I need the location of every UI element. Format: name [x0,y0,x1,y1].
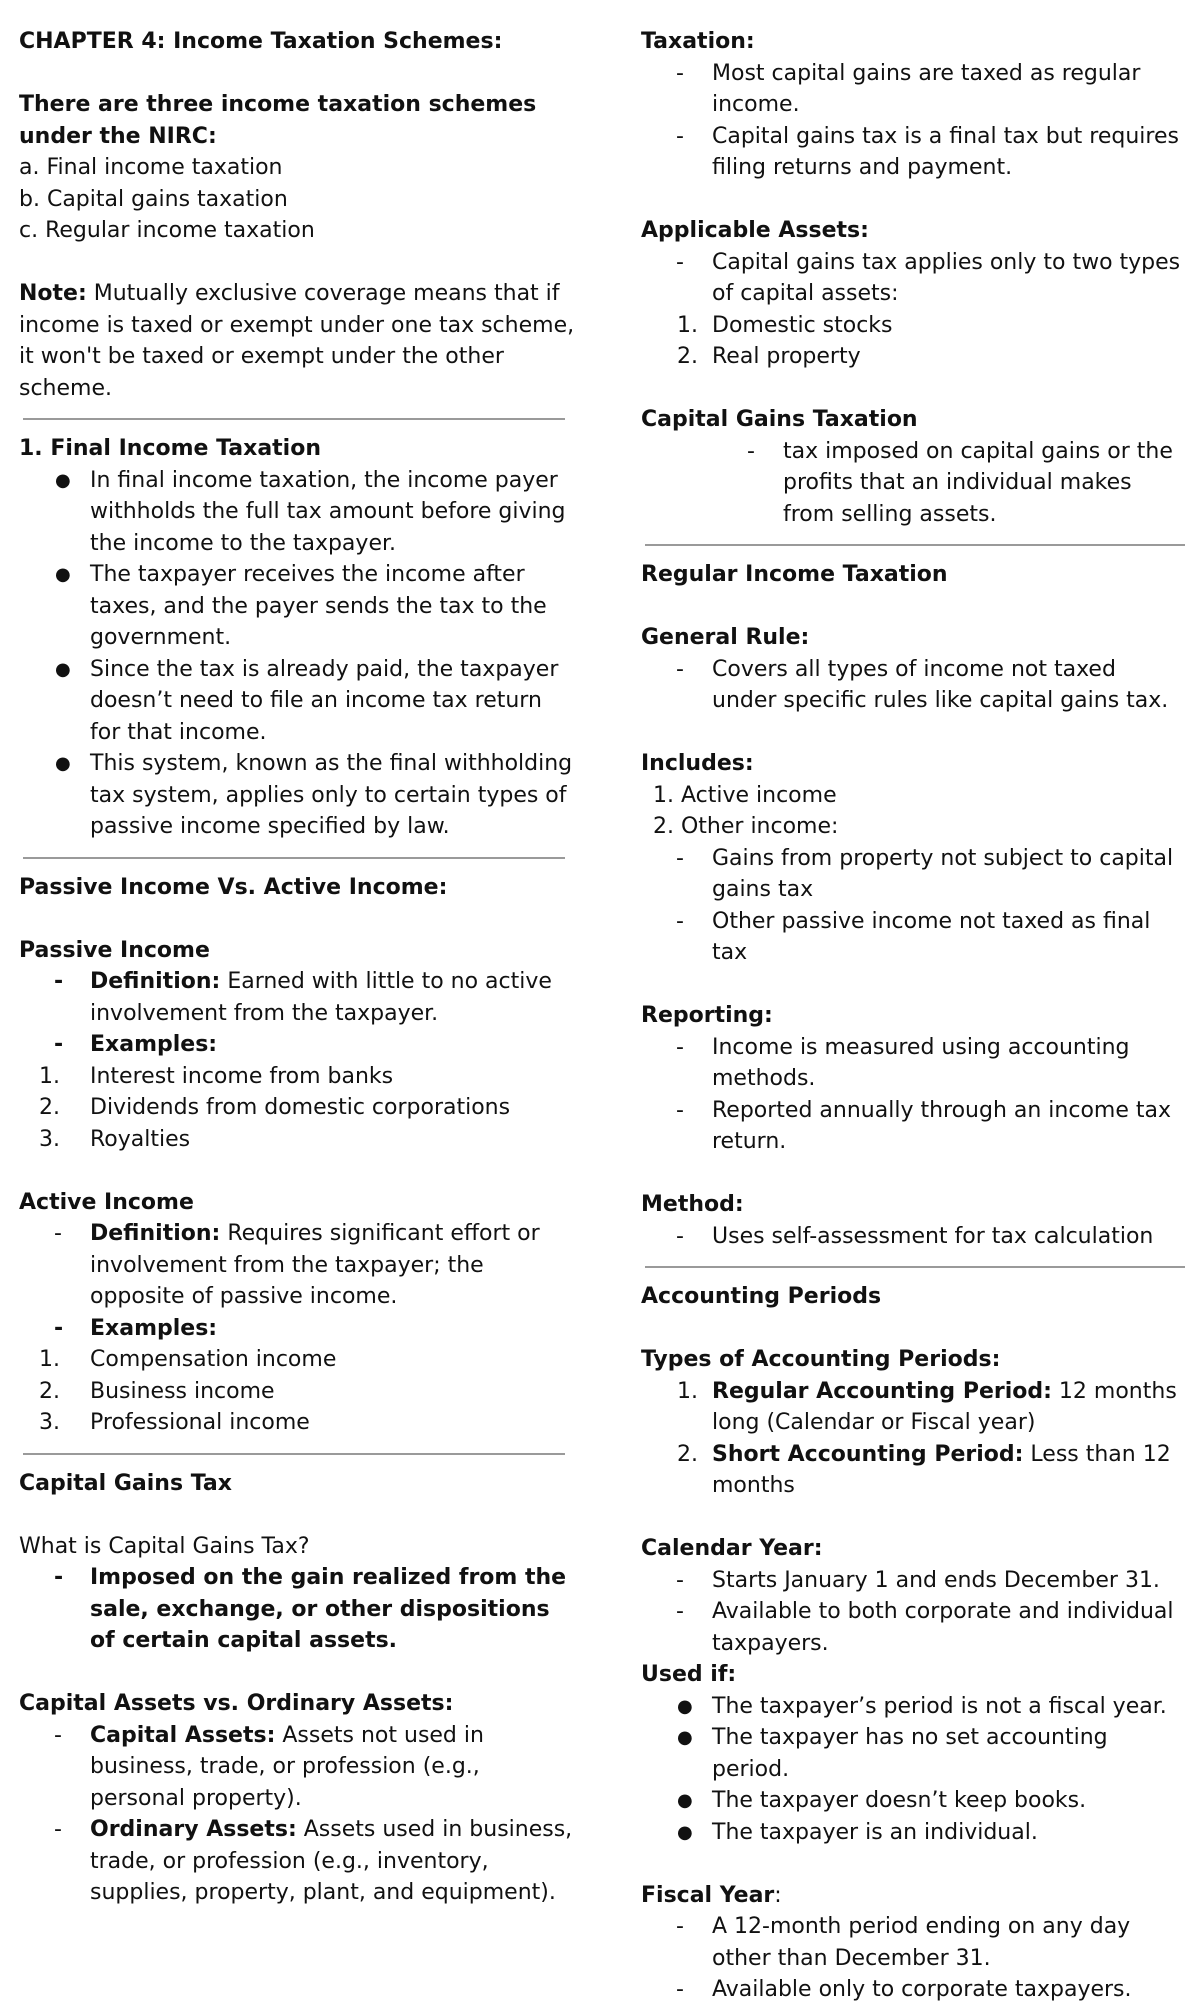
list-item: - Other passive income not taxed as final tax [641,906,1186,969]
list-item: - Available only to corporate taxpayers. [641,1974,1186,2006]
dash-icon: - [676,908,684,934]
dash-icon: - [54,1817,62,1842]
fiscal-year-heading: Fiscal Year: [641,1882,782,1908]
types-heading: Types of Accounting Periods: [641,1347,1001,1372]
list-item: ● The taxpayer is an individual. [641,1817,1186,1849]
list-item: 1. Compensation income [39,1347,337,1372]
list-item: 2. Real property [677,344,861,369]
list-item: 2. Business income [39,1378,275,1404]
capital-gains-taxation-heading: Capital Gains Taxation [641,407,918,432]
list-item: 3. Royalties [39,1126,191,1152]
dash-icon: - [54,969,64,994]
note-label: Note: [19,281,87,306]
list-item: ● The taxpayer has no set accounting period. [641,1722,1186,1785]
list-item: - Gains from property not subject to capital gains tax [641,843,1186,906]
regular-income-taxation-heading: Regular Income Taxation [641,562,948,587]
bullet-icon: ● [55,564,71,585]
dash-icon: - [676,1567,684,1593]
list-item: - tax imposed on capital gains or the profits that an individual makes from selling assets. [641,436,1186,531]
bullet-icon: ● [677,1695,693,1717]
final-income-heading: 1. Final Income Taxation [19,436,321,461]
left-column [19,26,579,1909]
dash-icon: - [676,1097,684,1123]
dash-icon: - [676,656,684,682]
note-paragraph [19,278,579,404]
bullet-icon: ● [55,469,71,491]
list-item: - Starts January 1 and ends December 31. [641,1565,1186,1597]
general-rule-heading: General Rule: [641,625,810,650]
divider [23,857,565,859]
bullet-icon: ● [55,753,71,774]
applicable-assets-heading: Applicable Assets: [641,218,869,243]
assets-heading: Capital Assets vs. Ordinary Assets: [19,1691,454,1716]
dash-icon: - [676,1599,684,1624]
bullet-icon: ● [677,1790,693,1811]
list-item: - A 12-month period ending on any day other than December 31. [641,1911,1186,1974]
scheme-item: c. Regular income taxation [19,218,315,243]
dash-icon: - [676,1914,684,1939]
active-income-heading: Active Income [19,1189,194,1215]
dash-icon: - [676,1223,684,1249]
list-item: - Capital gains tax is a final tax but requires filing returns and payment. [641,121,1186,184]
list-item: - Capital Assets: Assets not used in business, trade, or profession (e.g., personal property). [19,1720,579,1815]
dash-icon: - [54,1722,62,1748]
dash-icon: - [676,845,684,871]
list-item: ● In final income taxation, the income payer withholds the full tax amount before giving the income to the taxpayer. [19,465,579,560]
capital-gains-tax-heading: Capital Gains Tax [19,1470,232,1496]
dash-icon: - [676,60,684,86]
list-item: ● The taxpayer doesn’t keep books. [641,1785,1186,1817]
list-item: - Income is measured using accounting methods. [641,1032,1186,1095]
list-item: - Most capital gains are taxed as regular income. [641,58,1186,121]
note-text: Mutually exclusive coverage means that if income is taxed or exempt under one tax scheme, it won't be taxed or exempt under the other scheme. [19,281,575,401]
list-item: - Definition: Earned with little to no active involvement from the taxpayer. [19,966,579,1029]
divider [645,544,1185,546]
scheme-item: b. Capital gains taxation [19,186,288,212]
list-item: - Covers all types of income not taxed under specific rules like capital gains tax. [641,654,1186,717]
list-item: 1. Regular Accounting Period: 12 months long (Calendar or Fiscal year) [677,1378,1177,1435]
passive-vs-active-heading: Passive Income Vs. Active Income: [19,874,448,900]
list-item: - Ordinary Assets: Assets used in business, trade, or profession (e.g., inventory, supplies, property, plant, and equipment). [19,1814,579,1909]
dash-icon: - [676,249,684,275]
calendar-year-heading: Calendar Year: [641,1536,823,1561]
list-item: - Uses self-assessment for tax calculation [641,1221,1186,1253]
method-heading: Method: [641,1192,744,1217]
list-item: 2. Other income: [653,814,839,839]
list-item: 2. Short Accounting Period: Less than 12 months [677,1441,1171,1498]
divider [645,1266,1185,1268]
dash-icon: - [54,1032,64,1057]
divider [23,1453,565,1455]
bullet-icon: ● [677,1821,693,1843]
reporting-heading: Reporting: [641,1003,773,1028]
list-item: - Examples: [19,1313,579,1345]
list-item: - Available to both corporate and individual taxpayers. [641,1596,1186,1659]
right-column [641,26,1186,2006]
dash-icon: - [747,438,755,464]
includes-heading: Includes: [641,751,754,776]
taxation-heading: Taxation: [641,29,755,54]
list-item: - Reported annually through an income tax return. [641,1095,1186,1158]
list-item: ● The taxpayer’s period is not a fiscal year. [641,1691,1186,1723]
dash-icon: - [676,1977,684,2002]
list-item: - Examples: [19,1029,579,1061]
list-item: 3. Professional income [39,1410,310,1435]
list-item: 1. Interest income from banks [39,1063,394,1089]
list-item: - Definition: Requires significant effort or involvement from the taxpayer; the opposite of passive income. [19,1218,579,1313]
dash-icon: - [676,1034,684,1060]
list-item: ● This system, known as the final withholding tax system, applies only to certain types of passive income specified by law. [19,748,579,843]
used-if-heading: Used if: [641,1662,737,1687]
list-item: 2. Dividends from domestic corporations [39,1095,511,1120]
list-item: 1. Active income [653,782,837,808]
dash-icon: - [54,1315,64,1341]
list-item: 1. Domestic stocks [677,312,893,338]
divider [23,418,565,420]
cgt-question: What is Capital Gains Tax? [19,1533,310,1559]
dash-icon: - [676,123,684,149]
list-item: ● Since the tax is already paid, the taxpayer doesn’t need to file an income tax return for that income. [19,654,579,749]
bullet-icon: ● [677,1727,693,1748]
chapter-title: CHAPTER 4: Income Taxation Schemes: [19,29,503,54]
dash-icon: - [54,1221,62,1246]
passive-income-heading: Passive Income [19,937,210,963]
scheme-item: a. Final income taxation [19,155,283,180]
list-item: - Capital gains tax applies only to two types of capital assets: [641,247,1186,310]
list-item: ● The taxpayer receives the income after taxes, and the payer sends the tax to the government. [19,559,579,654]
accounting-periods-heading: Accounting Periods [641,1284,882,1309]
dash-icon: - [54,1565,64,1590]
schemes-heading: There are three income taxation schemes under the NIRC: [19,92,537,149]
bullet-icon: ● [55,658,71,680]
list-item: - Imposed on the gain realized from the sale, exchange, or other dispositions of certain capital assets. [19,1562,579,1657]
